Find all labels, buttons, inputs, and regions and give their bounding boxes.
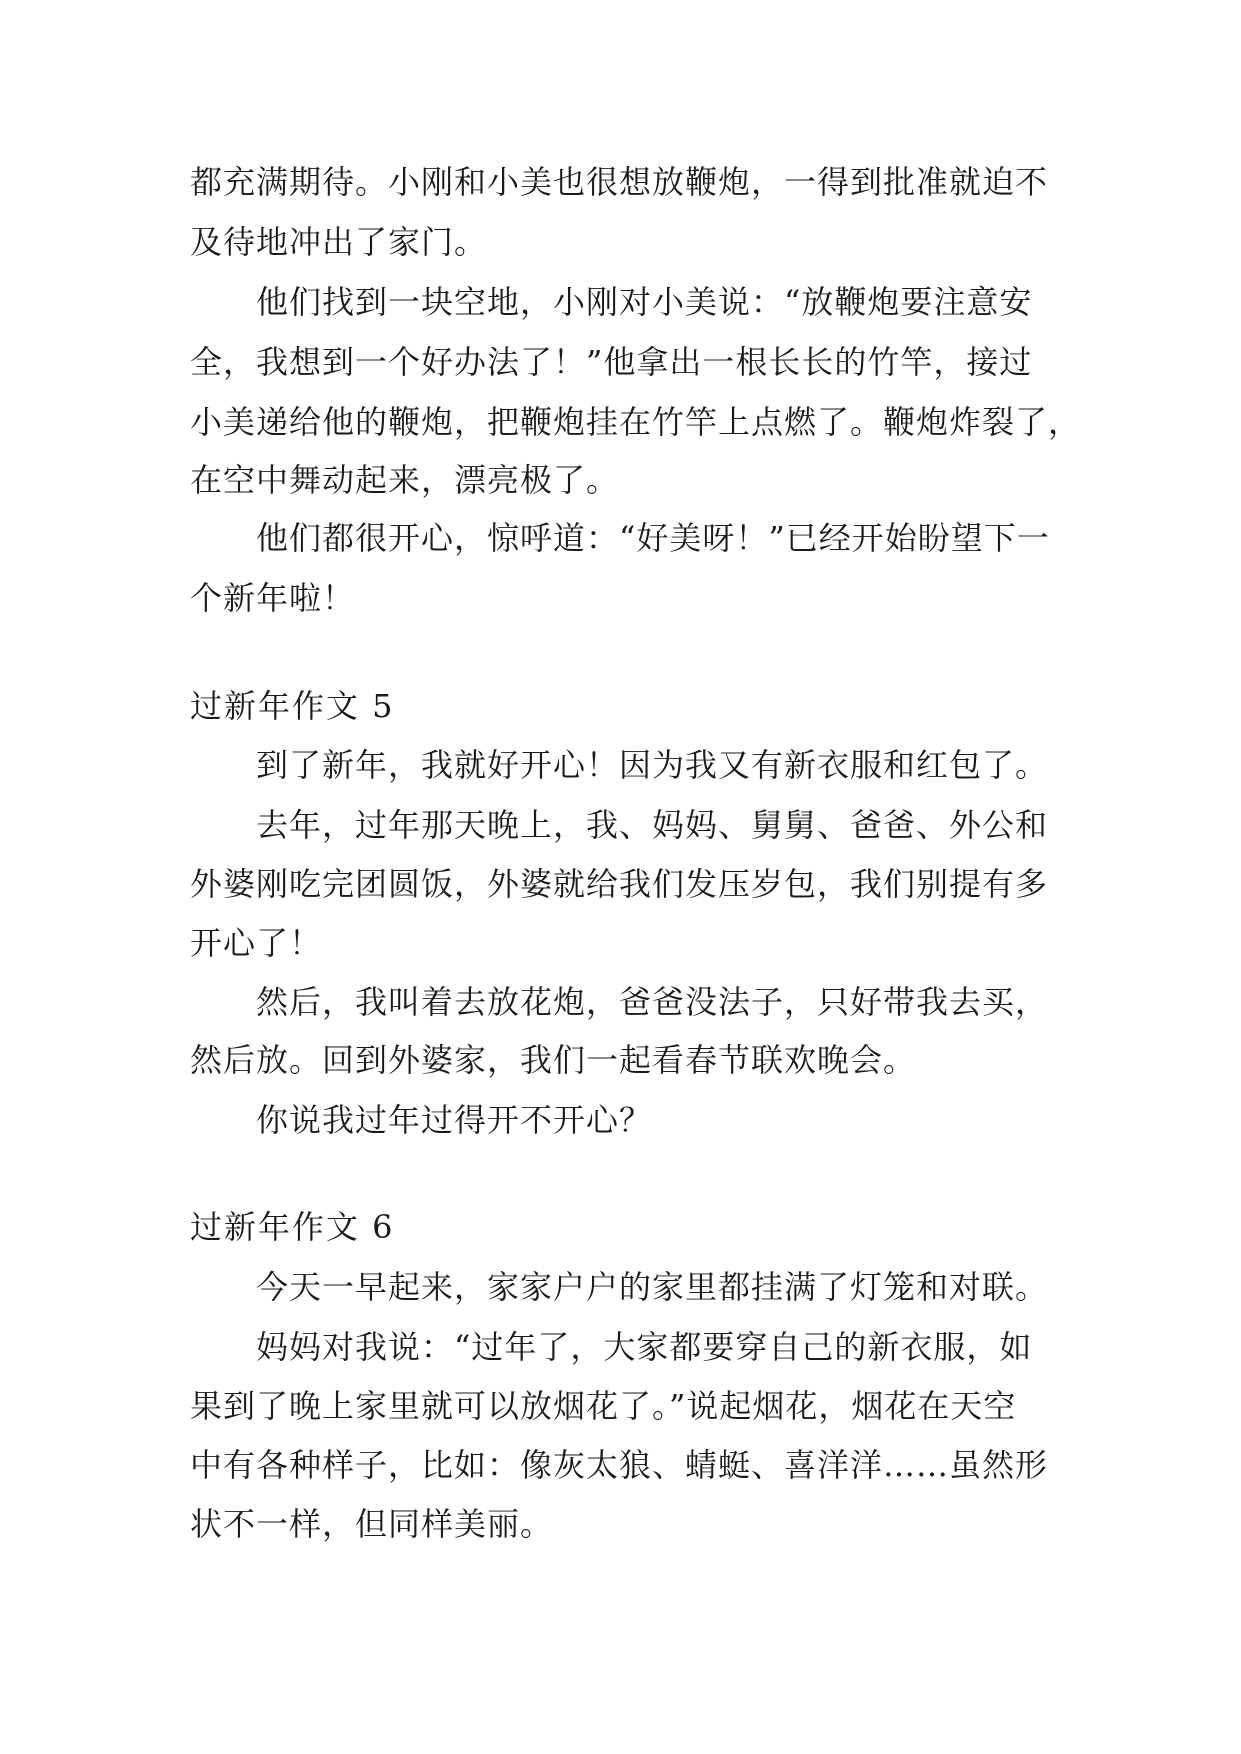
paragraph-line: 开心了！: [190, 924, 323, 962]
paragraph-line: 都充满期待。小刚和小美也很想放鞭炮，一得到批准就迫不: [190, 163, 1049, 201]
paragraph-line: 去年，过年那天晚上，我、妈妈、舅舅、爸爸、外公和: [256, 806, 1049, 844]
paragraph-line: 小美递给他的鞭炮，把鞭炮挂在竹竿上点燃了。鞭炮炸裂了，: [190, 403, 1082, 441]
section-title: 过新年作文 6: [190, 1208, 395, 1246]
paragraph-line: 你说我过年过得开不开心？: [256, 1101, 653, 1139]
paragraph-line: 及待地冲出了家门。: [190, 223, 488, 261]
paragraph-line: 今天一早起来，家家户户的家里都挂满了灯笼和对联。: [256, 1268, 1049, 1306]
paragraph-line: 状不一样，但同样美丽。: [190, 1505, 554, 1543]
paragraph-line: 中有各种样子，比如：像灰太狼、蜻蜓、喜洋洋……虽然形: [190, 1446, 1049, 1484]
paragraph-line: 然后放。回到外婆家，我们一起看春节联欢晚会。: [190, 1041, 917, 1079]
paragraph-line: 外婆刚吃完团圆饭，外婆就给我们发压岁包，我们别提有多: [190, 865, 1049, 903]
paragraph-line: 妈妈对我说：“过年了，大家都要穿自己的新衣服，如: [256, 1328, 1033, 1366]
paragraph-line: 个新年啦！: [190, 579, 356, 617]
section-title: 过新年作文 5: [190, 687, 395, 725]
paragraph-line: 在空中舞动起来，漂亮极了。: [190, 461, 620, 499]
paragraph-line: 然后，我叫着去放花炮，爸爸没法子，只好带我去买，: [256, 983, 1049, 1021]
paragraph-line: 全，我想到一个好办法了！”他拿出一根长长的竹竿，接过: [190, 343, 1033, 381]
paragraph-line: 果到了晚上家里就可以放烟花了。”说起烟花，烟花在天空: [190, 1387, 1017, 1425]
paragraph-line: 他们找到一块空地，小刚对小美说：“放鞭炮要注意安: [256, 283, 1033, 321]
paragraph-line: 到了新年，我就好开心！因为我又有新衣服和红包了。: [256, 746, 1049, 784]
paragraph-line: 他们都很开心，惊呼道：“好美呀！”已经开始盼望下一: [256, 519, 1050, 557]
